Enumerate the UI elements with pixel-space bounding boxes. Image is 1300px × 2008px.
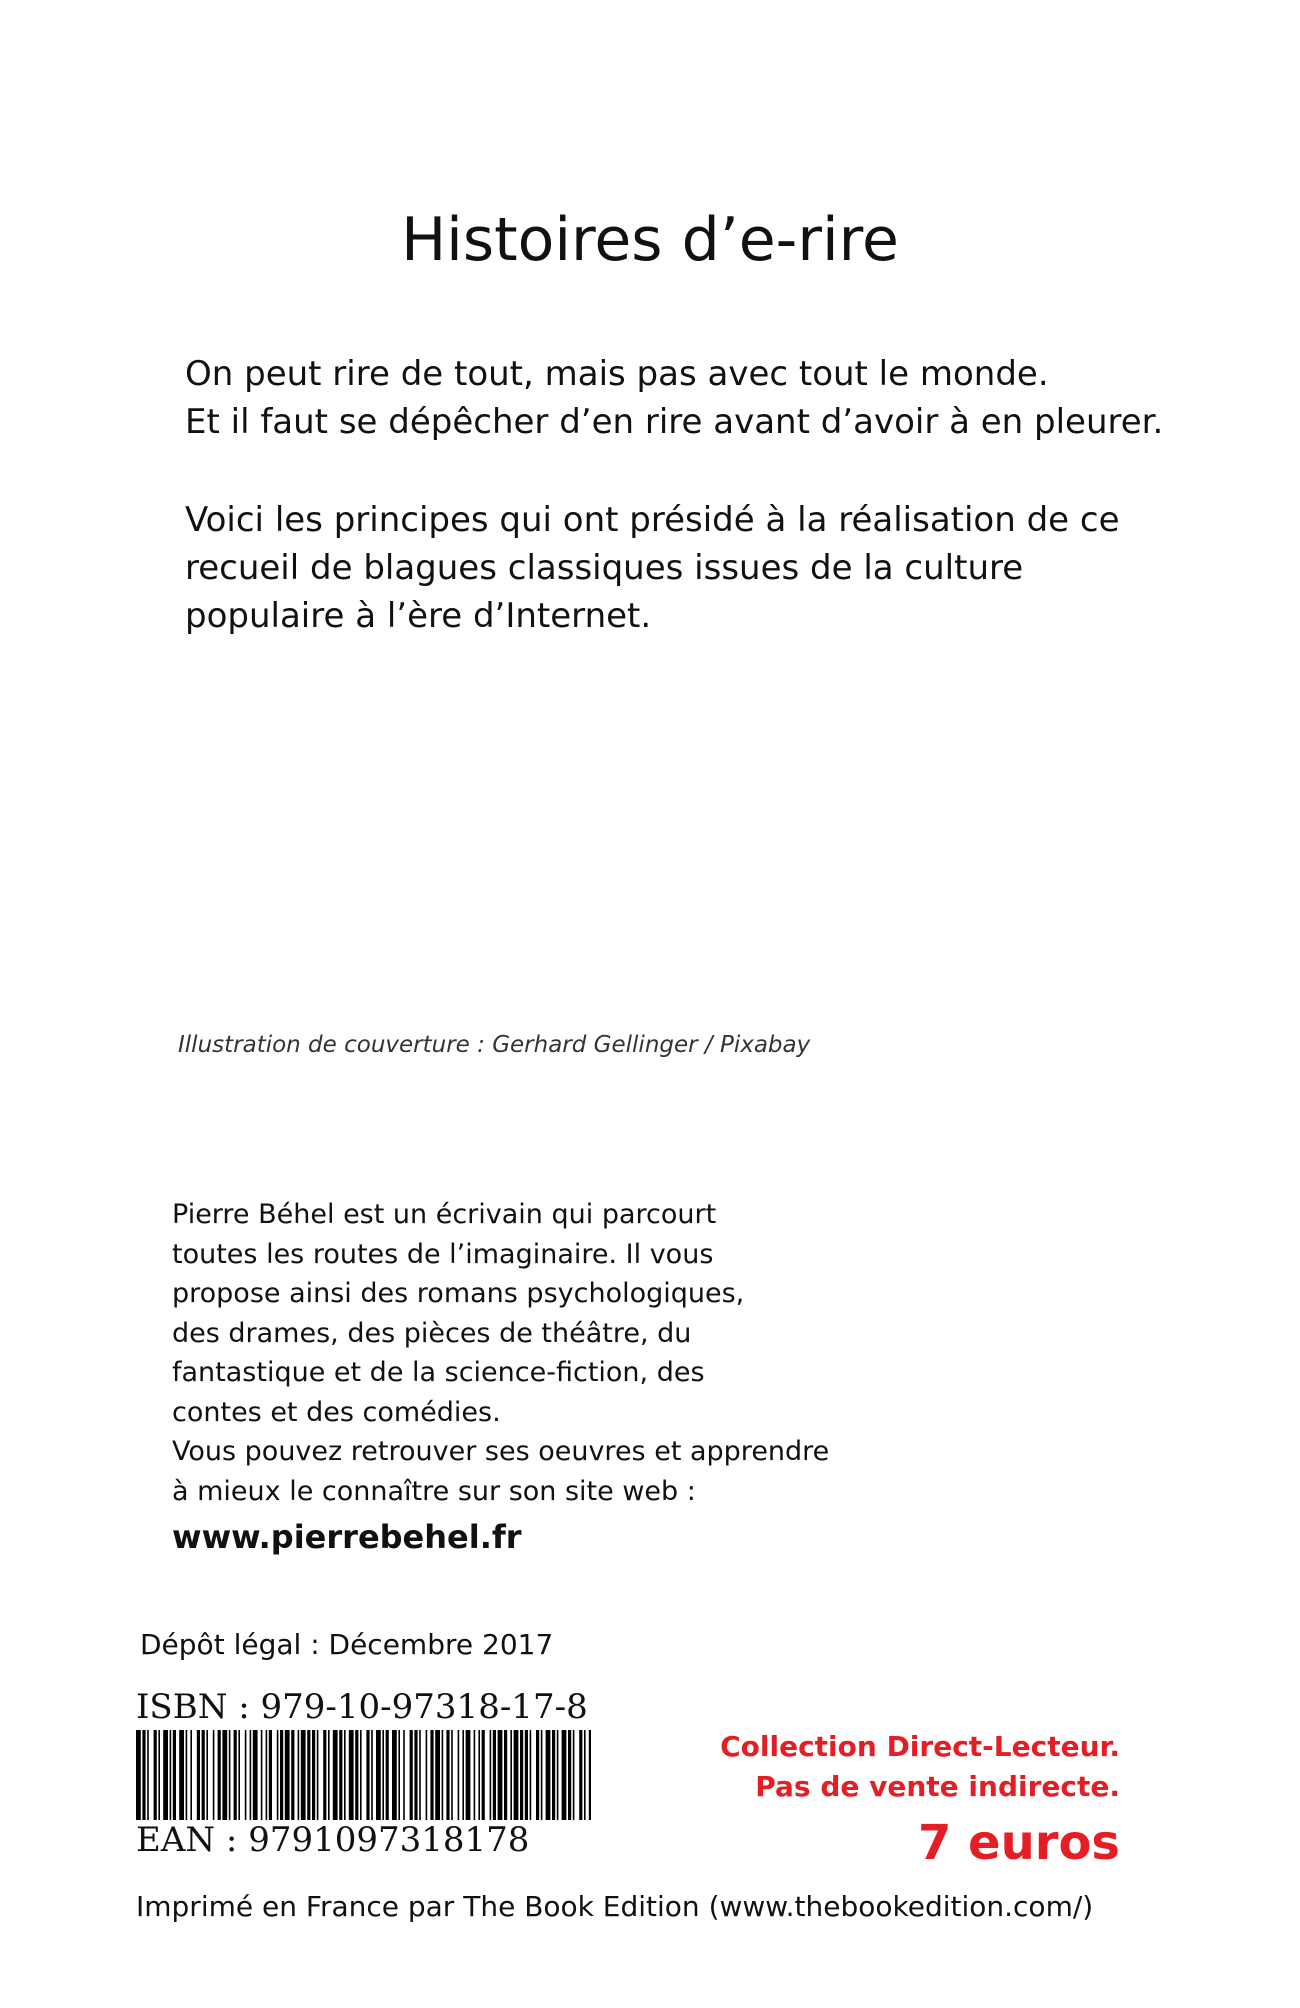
barcode-bar — [312, 1730, 315, 1820]
barcode-bar — [186, 1730, 188, 1820]
bio-line: toutes les routes de l’imaginaire. Il vous — [172, 1238, 714, 1270]
barcode-bar — [478, 1730, 480, 1820]
barcode-bar — [190, 1730, 192, 1820]
barcode-bar — [371, 1730, 373, 1820]
barcode-bar — [291, 1730, 294, 1820]
barcode-bar — [280, 1730, 283, 1820]
price: 7 euros — [917, 1815, 1120, 1871]
bio-line: des drames, des pièces de théâtre, du — [172, 1317, 692, 1349]
barcode-bar — [458, 1730, 460, 1820]
barcode-bar — [250, 1730, 252, 1820]
barcode-bar — [333, 1730, 338, 1820]
barcode-bar — [466, 1730, 471, 1820]
barcode-bar — [142, 1730, 145, 1820]
collection-line: Pas de vente indirecte. — [755, 1770, 1120, 1803]
barcode-bar — [568, 1730, 571, 1820]
barcode-bar — [573, 1730, 575, 1820]
bio-line: fantastique et de la science-fiction, des — [172, 1357, 705, 1388]
barcode-bar — [173, 1730, 176, 1820]
barcode-bar — [510, 1730, 512, 1820]
barcode-bar — [584, 1730, 586, 1820]
barcode-bar — [323, 1730, 326, 1820]
bio-line: à mieux le connaître sur son site web : — [172, 1475, 696, 1507]
barcode-bar — [520, 1730, 523, 1820]
barcode-bar — [285, 1730, 290, 1820]
barcode-bar — [277, 1730, 279, 1820]
barcode-bar — [525, 1730, 528, 1820]
barcode-bar — [355, 1730, 358, 1820]
depot-legal: Dépôt légal : Décembre 2017 — [140, 1628, 554, 1661]
barcode-bar — [339, 1730, 342, 1820]
barcode-bar — [552, 1730, 555, 1820]
bio-line: Pierre Béhel est un écrivain qui parcourt — [172, 1199, 717, 1230]
barcode-bar — [451, 1730, 453, 1820]
intro-text — [185, 350, 1245, 640]
barcode-bar — [482, 1730, 485, 1820]
barcode-bar — [206, 1730, 208, 1820]
author-bio — [172, 1195, 892, 1511]
barcode-bar — [301, 1730, 306, 1820]
barcode-bar — [349, 1730, 354, 1820]
barcode-bar — [442, 1730, 444, 1820]
isbn-text: ISBN : 979-10-97318-17-8 — [136, 1687, 588, 1727]
barcode-bar — [163, 1730, 168, 1820]
barcode-bar — [490, 1730, 492, 1820]
intro-line: On peut rire de tout, mais pas avec tout le monde. — [185, 354, 1049, 394]
barcode-bar — [557, 1730, 559, 1820]
barcode-bar — [426, 1730, 428, 1820]
barcode-bar — [136, 1730, 141, 1820]
barcode-bar — [376, 1730, 381, 1820]
barcode-bar — [261, 1730, 263, 1820]
barcode-bar — [213, 1730, 215, 1820]
barcode-bar — [317, 1730, 319, 1820]
barcode-bar — [328, 1730, 330, 1820]
barcode-bar — [403, 1730, 405, 1820]
barcode-bar — [253, 1730, 258, 1820]
collection-line: Collection Direct-Lecteur. — [720, 1730, 1120, 1763]
barcode-bar — [238, 1730, 240, 1820]
barcode-bar — [435, 1730, 440, 1820]
barcode-bar — [154, 1730, 157, 1820]
barcode-bar — [382, 1730, 384, 1820]
book-title: Histoires d’e-rire — [401, 205, 899, 275]
barcode-bar — [504, 1730, 507, 1820]
barcode-bar — [229, 1730, 231, 1820]
barcode-bar — [546, 1730, 551, 1820]
barcode-bar — [474, 1730, 476, 1820]
bio-line: contes et des comédies. — [172, 1396, 501, 1428]
barcode-bar — [498, 1730, 503, 1820]
intro-line: Voici les principes qui ont présidé à la réalisation de ce — [185, 500, 1120, 540]
ean-text: EAN : 9791097318178 — [136, 1820, 530, 1860]
intro-line: Et il faut se dépêcher d’en rire avant d’avoir à en pleurer. — [185, 402, 1164, 442]
barcode-bar — [493, 1730, 496, 1820]
barcode-bar — [414, 1730, 417, 1820]
barcode-bar — [536, 1730, 539, 1820]
barcode-bar — [419, 1730, 421, 1820]
intro-line: recueil de blagues classiques issues de la culture — [185, 548, 1024, 588]
printer-notice: Imprimé en France par The Book Edition (www.thebookedition.com/) — [136, 1890, 1094, 1923]
barcode-bar — [366, 1730, 369, 1820]
barcode-bar — [158, 1730, 160, 1820]
barcode-bar — [218, 1730, 221, 1820]
barcode-bar — [170, 1730, 172, 1820]
barcode-bar — [197, 1730, 200, 1820]
intro-line: populaire à l’ère d’Internet. — [185, 596, 652, 636]
barcode-bar — [269, 1730, 272, 1820]
barcode-bar — [589, 1730, 591, 1820]
author-website: www.pierrebehel.fr — [172, 1518, 522, 1556]
barcode-bar — [562, 1730, 567, 1820]
barcode-bar — [202, 1730, 205, 1820]
barcode-bar — [530, 1730, 532, 1820]
barcode-bar — [234, 1730, 237, 1820]
barcode-bar — [430, 1730, 433, 1820]
barcode — [136, 1730, 591, 1820]
barcode-bar — [222, 1730, 227, 1820]
barcode-bar — [344, 1730, 346, 1820]
barcode-bar — [462, 1730, 464, 1820]
barcode-bar — [307, 1730, 310, 1820]
bio-line: propose ainsi des romans psychologiques, — [172, 1278, 745, 1309]
barcode-bar — [245, 1730, 247, 1820]
barcode-bar — [298, 1730, 300, 1820]
barcode-bar — [179, 1730, 184, 1820]
barcode-bar — [579, 1730, 582, 1820]
barcode-bar — [360, 1730, 362, 1820]
bio-line: Vous pouvez retrouver ses oeuvres et apprendre — [172, 1436, 830, 1467]
barcode-bar — [398, 1730, 400, 1820]
barcode-bar — [386, 1730, 389, 1820]
barcode-bar — [514, 1730, 519, 1820]
barcode-bar — [266, 1730, 268, 1820]
barcode-bar — [392, 1730, 397, 1820]
barcode-bar — [147, 1730, 149, 1820]
illustration-credit: Illustration de couverture : Gerhard Gellinger / Pixabay — [178, 1032, 811, 1058]
barcode-bar — [410, 1730, 413, 1820]
barcode-bar — [446, 1730, 449, 1820]
collection-notice — [720, 1727, 1120, 1807]
barcode-bar — [541, 1730, 543, 1820]
